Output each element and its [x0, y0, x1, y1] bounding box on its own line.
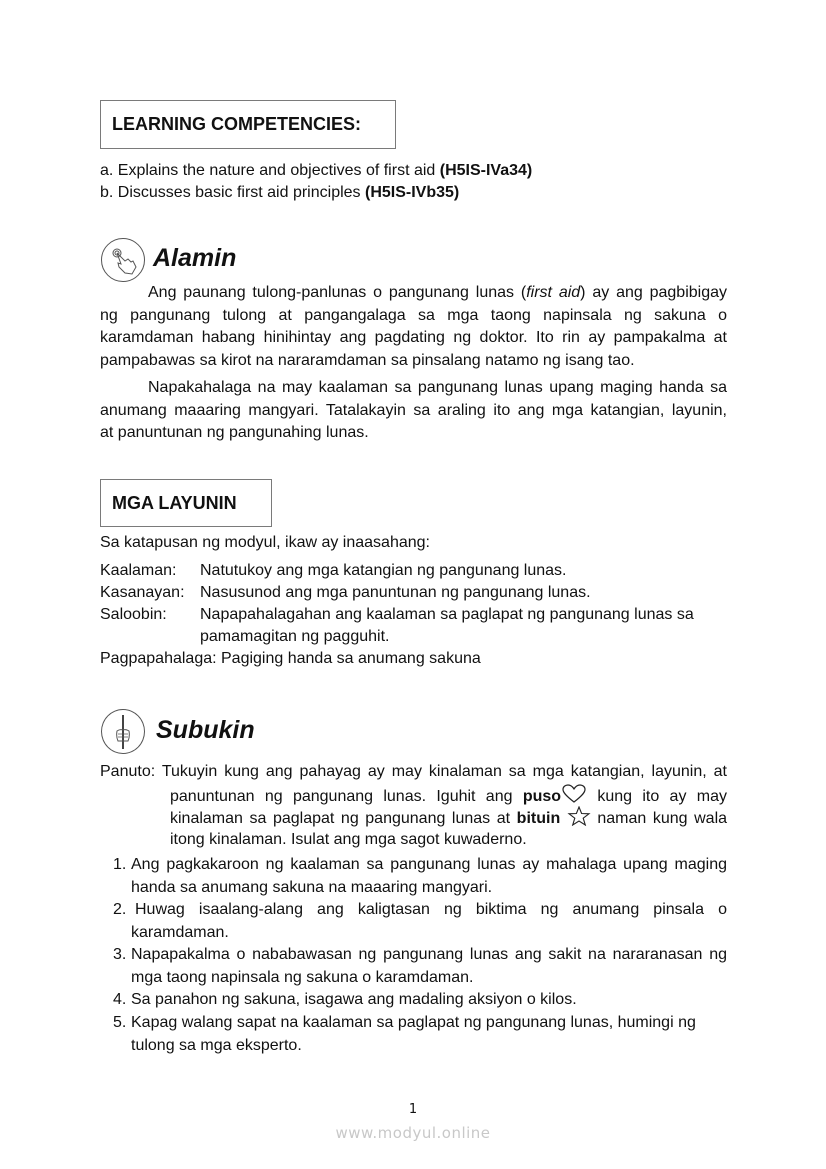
item-text: karamdaman.	[131, 923, 229, 941]
hand-holding-pencil-icon	[101, 709, 145, 754]
mga-layunin-heading: MGA LAYUNIN	[112, 492, 237, 513]
learning-competencies-heading: LEARNING COMPETENCIES:	[112, 114, 362, 134]
quiz-item-1	[113, 854, 727, 899]
objective-text: Napapahalagahan ang kaalaman sa paglapat ng pangunang lunas sa	[200, 606, 694, 623]
page-number: 1	[408, 1102, 418, 1117]
objective-kaalaman	[100, 560, 567, 582]
item-number: 2.	[113, 901, 127, 918]
directions-line3: kinalaman sa paglapat ng pangunang lunas at bituin naman kung wala	[170, 806, 727, 829]
item-text: Huwag isaalang-alang ang kaligtasan ng biktima ng anumang pinsala o	[135, 901, 727, 918]
subukin-title: Subukin	[156, 716, 255, 744]
objective-label: Kasanayan:	[100, 584, 185, 601]
directions-line4: itong kinalaman. Isulat ang mga sagot kuwaderno.	[170, 830, 527, 848]
directions-line1: Panuto: Tukuyin kung ang pahayag ay may kinalaman sa mga katangian, layunin, at	[100, 763, 727, 780]
quiz-item-4	[113, 989, 727, 1012]
alamin-title: Alamin	[153, 244, 237, 272]
pointing-hand-icon	[101, 238, 145, 282]
competency-a	[100, 160, 532, 182]
alamin-p1-line1: Ang paunang tulong-panlunas o pangunang lunas (first aid) ay ang pagbibigay	[148, 284, 727, 301]
alamin-p1-line4: pampabawas sa kirot na nararamdaman sa pinsalang natamo ng isang tao.	[100, 351, 635, 369]
layunin-intro: Sa katapusan ng modyul, ikaw ay inaasahang:	[100, 534, 430, 551]
item-text: Napapakalma o nababawasan ng pangunang lunas ang sakit na nararanasan ng	[131, 946, 727, 963]
objective-text: Nasusunod ang mga panuntunan ng pangunang lunas.	[200, 584, 591, 601]
subukin-directions	[100, 761, 727, 784]
item-text: Ang pagkakaroon ng kaalaman sa pangunang lunas ay mahalaga upang maging	[131, 856, 727, 873]
subukin-directions-cont	[170, 784, 727, 852]
item-text: Kapag walang sapat na kaalaman sa paglapat ng pangunang lunas, humingi ng	[131, 1014, 696, 1031]
alamin-p1-line3: karamdaman habang hinihintay ang pagdating ng doktor. Ito rin ay pampakalma at	[100, 329, 727, 346]
item-text: tulong sa mga eksperto.	[131, 1036, 302, 1054]
competency-a-text: a. Explains the nature and objectives of first aid	[100, 162, 440, 179]
objective-kasanayan	[100, 582, 591, 604]
competency-a-code: (H5IS-IVa34)	[439, 162, 533, 179]
learning-competencies-heading-box	[100, 100, 396, 149]
item-number: 1.	[113, 856, 127, 873]
objective-pagpapahalaga: Pagpapahalaga: Pagiging handa sa anumang sakuna	[100, 650, 481, 667]
website-watermark: www.modyul.online	[335, 1124, 491, 1142]
item-text: mga taong napinsala ng sakuna o karamdaman.	[131, 968, 474, 986]
alamin-p2-line2: anumang maaaring mangyari. Tatalakayin sa araling ito ang mga katangian, layunin,	[100, 401, 727, 419]
objective-label: Kaalaman:	[100, 562, 177, 579]
objective-label: Saloobin:	[100, 606, 167, 623]
objective-text: Natutukoy ang mga katangian ng pangunang lunas.	[200, 562, 567, 579]
star-icon	[567, 806, 591, 834]
competency-b	[100, 182, 459, 204]
item-number: 5.	[113, 1014, 127, 1031]
alamin-paragraph-1	[100, 282, 727, 372]
alamin-paragraph-2	[100, 377, 727, 445]
item-text: Sa panahon ng sakuna, isagawa ang madaling aksiyon o kilos.	[131, 991, 577, 1008]
alamin-p2-line1: Napakahalaga na may kaalaman sa pangunang lunas upang maging handa sa	[148, 379, 727, 396]
mga-layunin-heading-box	[100, 479, 272, 527]
quiz-item-2	[113, 899, 727, 944]
directions-line2: panuntunan ng pangunang lunas. Iguhit ang puso kung ito ay may	[170, 784, 727, 807]
competency-b-text: b. Discusses basic first aid principles	[100, 184, 365, 201]
item-text: handa sa anumang sakuna na maaaring mangyari.	[131, 878, 493, 896]
alamin-p1-line2: ng pangunang tulong at pangangalaga sa mga taong napinsala ng sakuna o	[100, 306, 727, 324]
competency-b-code: (H5IS-IVb35)	[364, 184, 460, 201]
objective-saloobin	[100, 604, 694, 626]
alamin-p2-line3: at panuntunan ng pangunahing lunas.	[100, 424, 369, 441]
item-number: 4.	[113, 991, 127, 1008]
objective-saloobin-cont: pamamagitan ng pagguhit.	[200, 628, 390, 645]
quiz-item-3	[113, 944, 727, 989]
quiz-item-5	[113, 1012, 717, 1057]
item-number: 3.	[113, 946, 127, 963]
